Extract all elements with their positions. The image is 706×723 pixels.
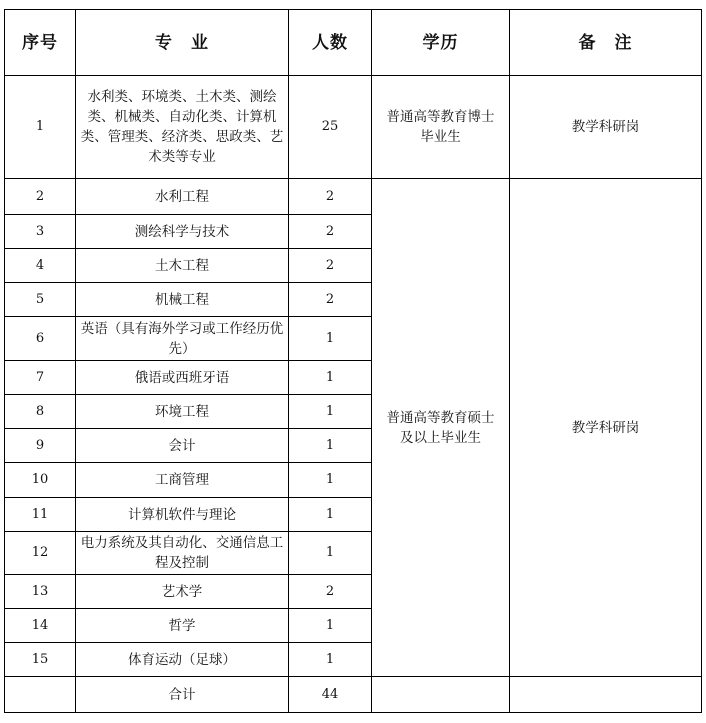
total-row <box>5 677 702 713</box>
row-major: 体育运动（足球） <box>76 643 289 677</box>
total-education <box>372 677 510 713</box>
header-education: 学历 <box>372 10 510 76</box>
row-major: 测绘科学与技术 <box>76 215 289 249</box>
row-count: 1 <box>289 643 372 677</box>
row-count: 1 <box>289 395 372 429</box>
row-index: 7 <box>5 361 76 395</box>
row-count: 2 <box>289 249 372 283</box>
total-count: 44 <box>289 677 372 713</box>
row-index: 9 <box>5 429 76 463</box>
row-count: 1 <box>289 317 372 361</box>
row-index: 5 <box>5 283 76 317</box>
row-count: 2 <box>289 575 372 609</box>
row-major: 水利工程 <box>76 179 289 215</box>
table-row <box>5 76 702 179</box>
row-count: 1 <box>289 463 372 498</box>
row-index: 13 <box>5 575 76 609</box>
row-major: 机械工程 <box>76 283 289 317</box>
total-index <box>5 677 76 713</box>
row-major: 土木工程 <box>76 249 289 283</box>
row-index: 1 <box>5 76 76 179</box>
row-index: 12 <box>5 532 76 575</box>
recruitment-table <box>4 9 702 713</box>
row-index: 14 <box>5 609 76 643</box>
row-index: 3 <box>5 215 76 249</box>
row-count: 25 <box>289 76 372 179</box>
header-index: 序号 <box>5 10 76 76</box>
education-doctor: 普通高等教育博士毕业生 <box>372 76 510 179</box>
total-remark <box>510 677 702 713</box>
row-major: 水利类、环境类、土木类、测绘类、机械类、自动化类、计算机类、管理类、经济类、思政类、艺术类等专业 <box>76 76 289 179</box>
row-major: 俄语或西班牙语 <box>76 361 289 395</box>
header-count: 人数 <box>289 10 372 76</box>
header-remark: 备 注 <box>510 10 702 76</box>
row-count: 2 <box>289 283 372 317</box>
row-major: 电力系统及其自动化、交通信息工程及控制 <box>76 532 289 575</box>
row-index: 11 <box>5 498 76 532</box>
row-major: 英语（具有海外学习或工作经历优先） <box>76 317 289 361</box>
table-row <box>5 179 702 215</box>
remark-doctor: 教学科研岗 <box>510 76 702 179</box>
total-label: 合计 <box>76 677 289 713</box>
header-major: 专 业 <box>76 10 289 76</box>
row-major: 工商管理 <box>76 463 289 498</box>
row-index: 10 <box>5 463 76 498</box>
row-major: 艺术学 <box>76 575 289 609</box>
row-index: 6 <box>5 317 76 361</box>
header-row <box>5 10 702 76</box>
remark-master: 教学科研岗 <box>510 179 702 677</box>
row-index: 4 <box>5 249 76 283</box>
row-count: 1 <box>289 609 372 643</box>
row-count: 2 <box>289 179 372 215</box>
row-index: 2 <box>5 179 76 215</box>
row-index: 8 <box>5 395 76 429</box>
row-count: 2 <box>289 215 372 249</box>
row-major: 哲学 <box>76 609 289 643</box>
row-major: 环境工程 <box>76 395 289 429</box>
row-count: 1 <box>289 361 372 395</box>
row-count: 1 <box>289 532 372 575</box>
row-count: 1 <box>289 498 372 532</box>
row-index: 15 <box>5 643 76 677</box>
education-master: 普通高等教育硕士及以上毕业生 <box>372 179 510 677</box>
row-count: 1 <box>289 429 372 463</box>
row-major: 计算机软件与理论 <box>76 498 289 532</box>
row-major: 会计 <box>76 429 289 463</box>
